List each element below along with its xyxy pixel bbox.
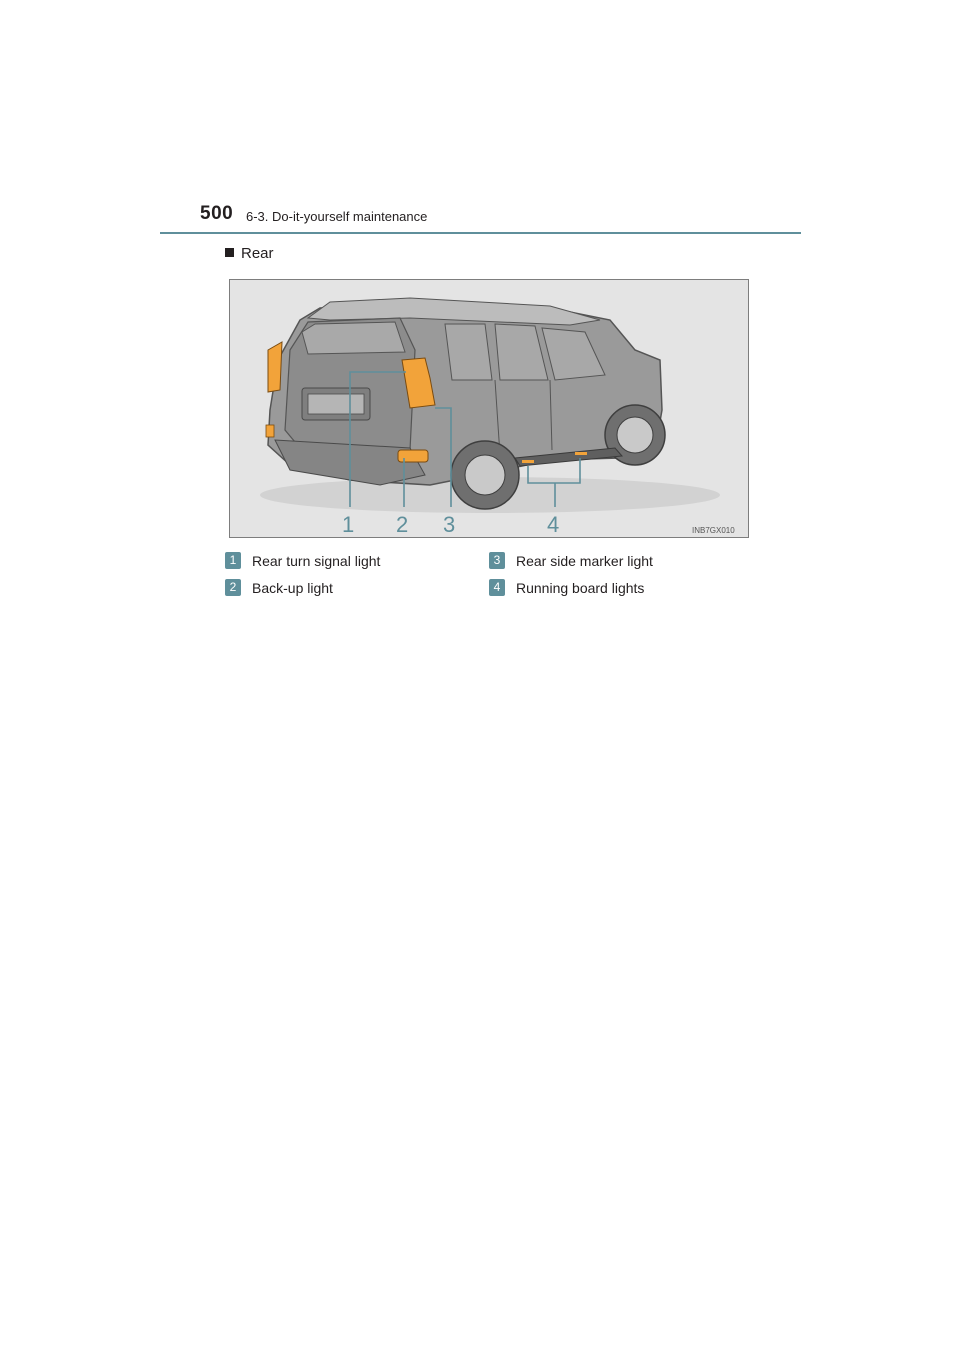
subheading-text: Rear xyxy=(241,245,274,262)
legend-label-3: Rear side marker light xyxy=(516,553,653,569)
legend-label-4: Running board lights xyxy=(516,580,645,596)
callout-1: 1 xyxy=(342,512,355,537)
vehicle-drawing xyxy=(230,280,748,537)
callout-4: 4 xyxy=(547,512,560,537)
callout-2: 2 xyxy=(396,512,409,537)
legend-label-2: Back-up light xyxy=(252,580,333,596)
legend-label-1: Rear turn signal light xyxy=(252,553,381,569)
legend-badge-4: 4 xyxy=(489,579,505,596)
legend-badge-1: 1 xyxy=(225,552,241,569)
page-number: 500 xyxy=(200,203,234,224)
section-title: 6-3. Do-it-yourself maintenance xyxy=(246,209,428,224)
legend-badge-3: 3 xyxy=(489,552,505,569)
subheading xyxy=(225,245,274,262)
header-rule xyxy=(160,232,801,234)
callout-3: 3 xyxy=(443,512,456,537)
vehicle-rear-illustration xyxy=(229,279,749,538)
legend-item-2 xyxy=(225,579,333,597)
square-bullet-icon xyxy=(225,248,234,257)
legend-badge-2: 2 xyxy=(225,579,241,596)
legend-item-3 xyxy=(489,552,653,570)
legend-item-1 xyxy=(225,552,380,570)
legend-item-4 xyxy=(489,579,644,597)
image-code: INB7GX010 xyxy=(692,526,735,535)
